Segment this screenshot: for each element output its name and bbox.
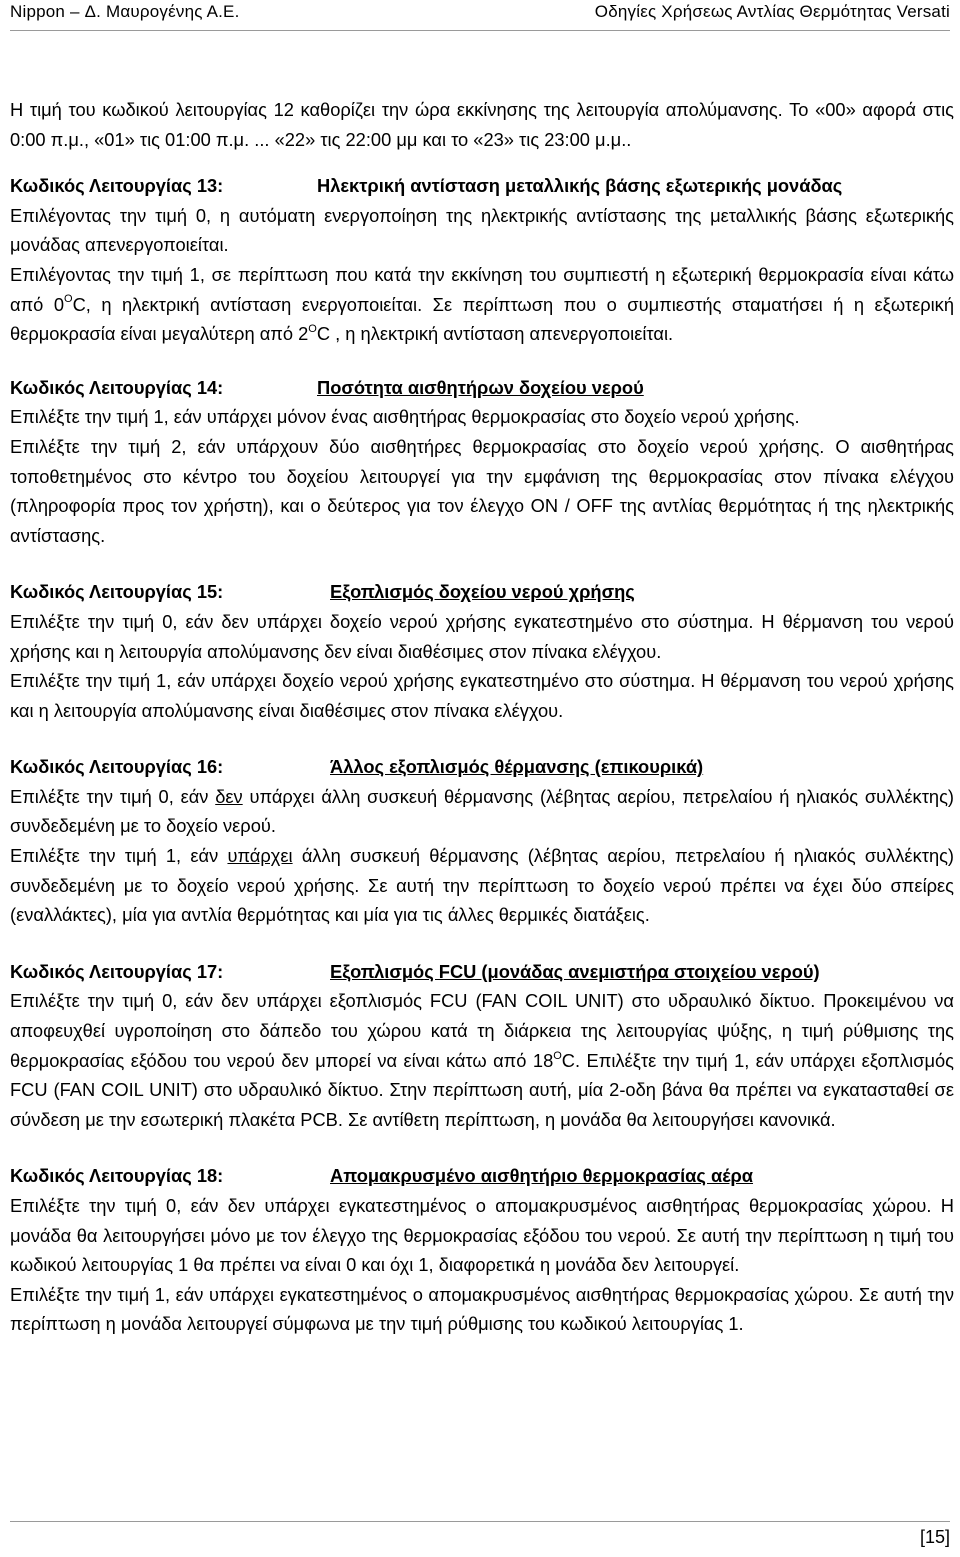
code-17-heading: [10, 957, 954, 987]
code-14-label: Κωδικός Λειτουργίας 14:: [10, 376, 224, 398]
code-15-paragraph-1: Επιλέξτε την τιμή 0, εάν δεν υπάρχει δοχείο νερού χρήσης εγκατεστημένο στο σύστημα. Η θέρμανση του νερού χρήσης και η λειτουργία απολύμανσης δεν είναι διαθέσιμες στον πίνακα ελέγχου.: [10, 610, 954, 662]
code-15-label: Κωδικός Λειτουργίας 15:: [10, 581, 224, 603]
code-14-title: Ποσότητα αισθητήρων δοχείου νερού: [317, 376, 644, 398]
code-13-heading: [10, 171, 954, 201]
header-manual-title: Οδηγίες Χρήσεως Αντλίας Θερμότητας Versati: [594, 2, 950, 21]
header-company: Nippon – Δ. Μαυρογένης Α.Ε.: [10, 2, 240, 21]
code-16-heading: [10, 752, 954, 782]
code-18-paragraph-2: Επιλέξτε την τιμή 1, εάν υπάρχει εγκατεστημένος ο απομακρυσμένος αισθητήρας θερμοκρασίας χώρου. Σε αυτή την περίπτωση η μονάδα λειτουργεί σύμφωνα με την τιμή ρύθμισης του κωδικού λειτουργίας 1.: [10, 1283, 954, 1335]
code-18-title: Απομακρυσμένο αισθητήριο θερμοκρασίας αέρα: [330, 1165, 754, 1187]
intro-paragraph: Η τιμή του κωδικού λειτουργίας 12 καθορίζει την ώρα εκκίνησης της λειτουργία απολύμανσης. Το «00» αφορά στις 0:00 π.μ., «01» τις 01:00 π.μ. ... «22» τις 22:00 μμ και το «23» τις 23:00 μ.μ..: [10, 99, 954, 150]
code-14-heading: [10, 373, 954, 403]
emphasis-exists: υπάρχει: [227, 845, 293, 867]
code-18-heading: [10, 1161, 954, 1191]
code-16-paragraph-2: Επιλέξτε την τιμή 1, εάν υπάρχει άλλη συσκευή θέρμανσης (λέβητας αερίου, πετρελαίου ή ηλιακός συλλέκτης) συνδεδεμένη με το δοχείο νερού χρήσης. Σε αυτή την περίπτωση το δοχείο νερού πρέπει να έχει δύο σπείρες (εναλλάκτες), μία για αντλία θερμότητας και μία για τις άλλες θερμικές διατάξεις.: [10, 845, 955, 926]
emphasis-not: δεν: [215, 785, 243, 807]
code-17-label: Κωδικός Λειτουργίας 17:: [10, 960, 224, 982]
code-14-paragraph-2: Επιλέξτε την τιμή 2, εάν υπάρχουν δύο αισθητήρες θερμοκρασίας στο δοχείο νερού χρήσης. Ο αισθητήρας τοποθετημένος στο κέντρο του δοχείου λειτουργεί για την εμφάνιση της θερμοκρασίας στον πίνακα ελέγχου (πληροφορία προς τον χρήστη), και ο δεύτερος για τον έλεγχο ON / OFF της αντλίας θερμότητας ή της ηλεκτρικής αντίστασης.: [10, 435, 954, 546]
code-13-title: Ηλεκτρική αντίσταση μεταλλικής βάσης εξωτερικής μονάδας: [317, 175, 843, 197]
code-13-paragraph-1: Επιλέγοντας την τιμή 0, η αυτόματη ενεργοποίηση της ηλεκτρικής αντίστασης της μεταλλικής βάσης εξωτερικής μονάδας απενεργοποιείται.: [10, 204, 954, 256]
code-13-label: Κωδικός Λειτουργίας 13:: [10, 175, 224, 197]
document-body: [10, 95, 954, 1339]
code-16-title: Άλλος εξοπλισμός θέρμανσης (επικουρικά): [330, 756, 704, 778]
page-header: [10, 0, 950, 31]
footer-divider: [10, 1521, 950, 1522]
code-16-paragraph-1: Επιλέξτε την τιμή 0, εάν δεν υπάρχει άλλη συσκευή θέρμανσης (λέβητας αερίου, πετρελαίου ή ηλιακός συλλέκτης) συνδεδεμένη με το δοχείο νερού.: [10, 785, 954, 837]
code-13-paragraph-2: Επιλέγοντας την τιμή 1, σε περίπτωση που κατά την εκκίνηση του συμπιεστή η εξωτερική θερμοκρασία είναι κάτω από $0^OC$, η ηλεκτρική αντίσταση ενεργοποιείται. Σε περίπτωση που ο συμπιεστής σταματήσει ή η εξωτερική θερμοκρασία είναι μεγαλύτερη από $2^OC$ , η ηλεκτρική αντίσταση απενεργοποιείται.: [10, 263, 954, 345]
code-17-title: Εξοπλισμός FCU (μονάδας ανεμιστήρα στοιχείου νερού): [330, 960, 820, 982]
code-18-label: Κωδικός Λειτουργίας 18:: [10, 1165, 224, 1187]
code-14-paragraph-1: Επιλέξτε την τιμή 1, εάν υπάρχει μόνον ένας αισθητήρας θερμοκρασίας στο δοχείο νερού χρήσης.: [10, 406, 800, 428]
page-number: [15]: [919, 1527, 950, 1547]
code-15-title: Εξοπλισμός δοχείου νερού χρήσης: [330, 581, 635, 603]
code-16-label: Κωδικός Λειτουργίας 16:: [10, 756, 224, 778]
code-15-paragraph-2: Επιλέξτε την τιμή 1, εάν υπάρχει δοχείο νερού χρήσης εγκατεστημένο στο σύστημα. Η θέρμανση του νερού χρήσης και η λειτουργία απολύμανσης είναι διαθέσιμες στον πίνακα ελέγχου.: [10, 670, 954, 721]
code-18-paragraph-1: Επιλέξτε την τιμή 0, εάν δεν υπάρχει εγκατεστημένος ο απομακρυσμένος αισθητήρας θερμοκρασίας χώρου. Η μονάδα θα λειτουργήσει μόνο με τον έλεγχο της θερμοκρασίας εξόδου του νερού. Σε αυτή την περίπτωση η τιμή του κωδικού λειτουργίας 1 θα πρέπει να είναι 0 και όχι 1, διαφορετικά η μονάδα δεν λειτουργεί.: [10, 1195, 954, 1276]
code-15-heading: [10, 577, 954, 607]
code-17-paragraph-1: Επιλέξτε την τιμή 0, εάν δεν υπάρχει εξοπλισμός FCU (FAN COIL UNIT) στο υδραυλικό δίκτυο. Προκειμένου να αποφευχθεί υγροποίηση στο δάπεδο του χώρου κατά τη διάρκεια της λειτουργίας ψύξης, η τιμή ρύθμισης της θερμοκρασίας εξόδου του νερού δεν μπορεί να είναι κάτω από $18^OC$. Επιλέξτε την τιμή 1, εάν υπάρχει εξοπλισμός FCU (FAN COIL UNIT) στο υδραυλικό δίκτυο. Στην περίπτωση αυτή, μία 2-οδη βάνα θα πρέπει να εγκατασταθεί σε σύνδεση με την εσωτερική πλακέτα PCB. Σε αντίθετη περίπτωση, η μονάδα θα λειτουργήσει κανονικά.: [10, 990, 954, 1130]
